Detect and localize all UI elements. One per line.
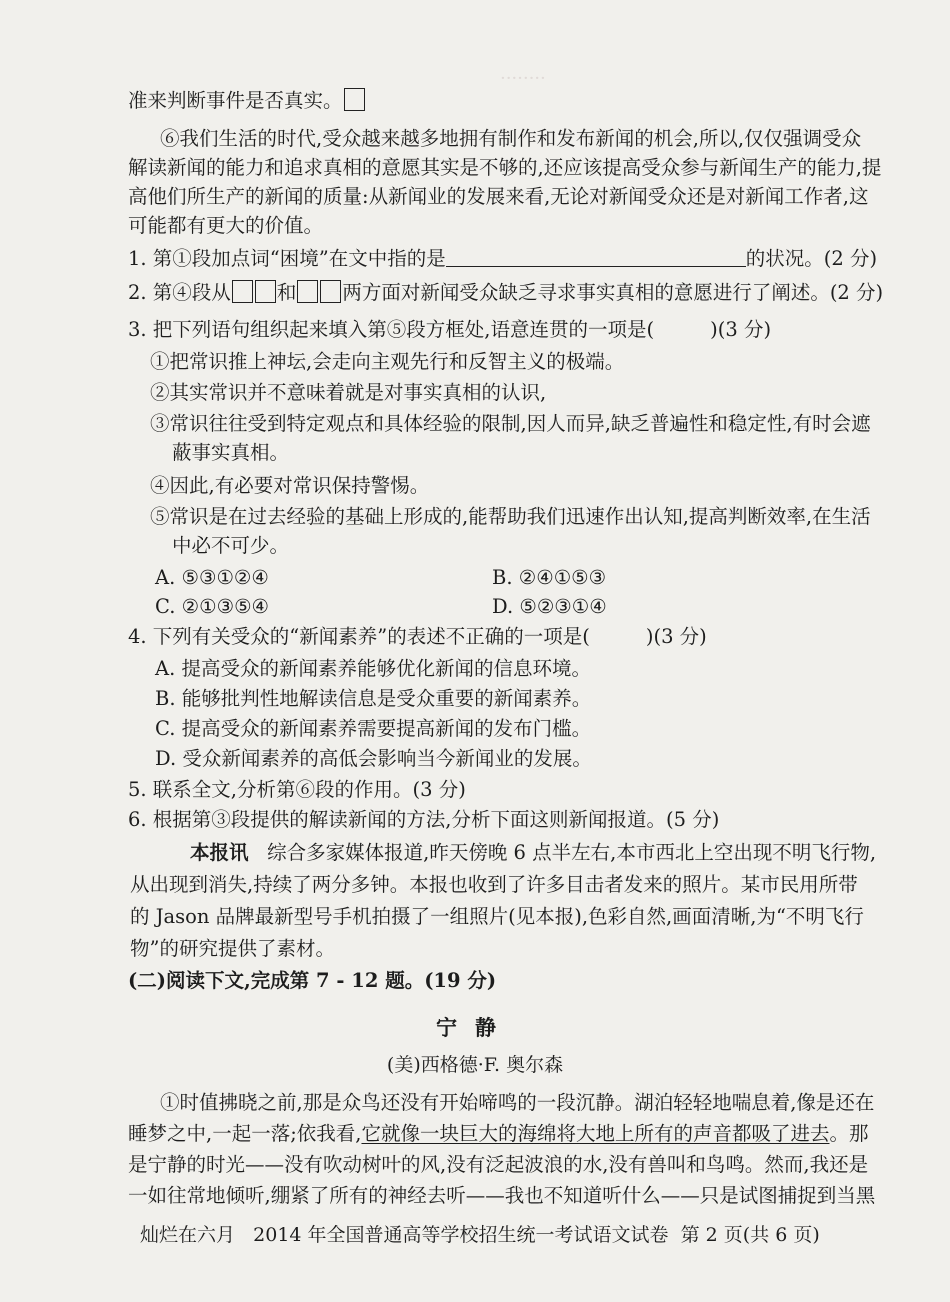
question-5: 5. 联系全文,分析第⑥段的作用。(3 分) — [128, 778, 466, 801]
page-footer — [140, 1220, 880, 1247]
essay-author: (美)西格德·F. 奥尔森 — [386, 1054, 564, 1076]
essay-line: ①时值拂晓之前,那是众鸟还没有开始啼鸣的一段沉静。湖泊轻轻地喘息着,像是还在 — [160, 1091, 875, 1114]
q2-suffix: 两方面对新闻受众缺乏寻求事实真相的意愿进行了阐述。(2 分) — [342, 281, 884, 304]
q1-suffix: 的状况。(2 分) — [745, 247, 878, 270]
q3-option-a[interactable]: A. ⑤③①②④ — [155, 566, 269, 589]
essay-text: 睡梦之中,一起一落;依我看, — [128, 1122, 362, 1145]
paragraph-6-line: 解读新闻的能力和追求真相的意愿其实是不够的,还应该提高受众参与新闻生产的能力,提 — [128, 156, 882, 179]
q4-option-c[interactable]: C. 提高受众的新闻素养需要提高新闻的发布门槛。 — [155, 717, 592, 740]
q3-stem-text: 3. 把下列语句组织起来填入第⑤段方框处,语意连贯的一项是( — [128, 318, 655, 341]
question-1 — [128, 246, 878, 272]
q2-answer-box[interactable] — [320, 280, 341, 303]
q1-answer-blank[interactable] — [446, 246, 746, 267]
q2-answer-box[interactable] — [232, 280, 253, 303]
footer-exam-title: 2014 年全国普通高等学校招生统一考试语文试卷 — [253, 1224, 669, 1246]
underlined-sentence: 它就像一块巨大的海绵将大地上所有的声音都吸了进去 — [361, 1122, 830, 1145]
q2-answer-box[interactable] — [297, 280, 318, 303]
q3-sentence-4: ④因此,有必要对常识保持警惕。 — [150, 474, 430, 497]
question-4-stem — [128, 624, 878, 650]
q3-sentence-5-cont: 中必不可少。 — [172, 534, 290, 557]
q3-option-c[interactable]: C. ②①③⑤④ — [155, 595, 270, 618]
footer-brand: 灿烂在六月 — [140, 1224, 236, 1246]
footer-page-number: 第 2 页(共 6 页) — [680, 1224, 820, 1246]
q3-option-d[interactable]: D. ⑤②③①④ — [492, 595, 607, 618]
q4-option-a[interactable]: A. 提高受众的新闻素养能够优化新闻的信息环境。 — [155, 657, 591, 680]
section-2-heading: (二)阅读下文,完成第 7 - 12 题。(19 分) — [128, 969, 497, 992]
question-3-stem — [128, 317, 878, 343]
q2-and: 和 — [276, 281, 297, 304]
q3-option-b[interactable]: B. ②④①⑤③ — [492, 566, 607, 589]
q1-word: 困境 — [279, 247, 319, 270]
q1-middle: ”在文中指的是 — [318, 247, 446, 270]
paragraph-5-text: 准来判断事件是否真实。 — [128, 89, 343, 112]
q3-sentence-3: ③常识往往受到特定观点和具体经验的限制,因人而异,缺乏普遍性和稳定性,有时会遮 — [150, 412, 871, 435]
paragraph-6-line: ⑥我们生活的时代,受众越来越多地拥有制作和发布新闻的机会,所以,仅仅强调受众 — [160, 127, 862, 150]
news-line: 物”的研究提供了素材。 — [130, 937, 335, 960]
news-line: 从出现到消失,持续了两分多钟。本报也收到了许多目击者发来的照片。某市民用所带 — [130, 873, 858, 896]
q1-prefix: 1. 第①段加点词“ — [128, 247, 280, 270]
q4-stem-text: 4. 下列有关受众的“新闻素养”的表述不正确的一项是( — [128, 625, 590, 648]
q4-option-b[interactable]: B. 能够批判性地解读信息是受众重要的新闻素养。 — [155, 687, 592, 710]
q4-option-d[interactable]: D. 受众新闻素养的高低会影响当今新闻业的发展。 — [155, 747, 592, 770]
q3-sentence-2: ②其实常识并不意味着就是对事实真相的认识, — [150, 381, 547, 404]
news-text: 综合多家媒体报道,昨天傍晚 6 点半左右,本市西北上空出现不明飞行物, — [267, 841, 877, 864]
essay-line: 一如往常地倾听,绷紧了所有的神经去听——我也不知道听什么——只是试图捕捉到当黑 — [128, 1184, 876, 1207]
q3-sentence-5: ⑤常识是在过去经验的基础上形成的,能帮助我们迅速作出认知,提高判断效率,在生活 — [150, 505, 871, 528]
essay-text: 。那 — [829, 1122, 869, 1145]
essay-line: 是宁静的时光——没有吹动树叶的风,没有泛起波浪的水,没有兽叫和鸟鸣。然而,我还是 — [128, 1153, 869, 1176]
q2-prefix: 2. 第④段从 — [128, 281, 231, 304]
news-line: 的 Jason 品牌最新型号手机拍摄了一组照片(见本报),色彩自然,画面清晰,为“不明飞行 — [130, 905, 864, 928]
answer-box — [344, 88, 365, 111]
news-line — [190, 840, 940, 866]
essay-title: 宁静 — [436, 1015, 514, 1040]
paragraph-6-line: 高他们所生产的新闻的质量:从新闻业的发展来看,无论对新闻受众还是对新闻工作者,这 — [128, 185, 869, 208]
paragraph-5-end — [128, 88, 878, 114]
question-2 — [128, 280, 884, 306]
q2-answer-box[interactable] — [255, 280, 276, 303]
bleed-through-decoration: ········ — [500, 68, 546, 89]
paragraph-6-line: 可能都有更大的价值。 — [128, 214, 324, 237]
q3-score: )(3 分) — [710, 318, 772, 341]
essay-line — [128, 1121, 878, 1147]
q4-score: )(3 分) — [645, 625, 707, 648]
q3-sentence-1: ①把常识推上神坛,会走向主观先行和反智主义的极端。 — [150, 350, 625, 373]
q3-sentence-3-cont: 蔽事实真相。 — [172, 441, 290, 464]
news-label: 本报讯 — [190, 841, 249, 864]
question-6: 6. 根据第③段提供的解读新闻的方法,分析下面这则新闻报道。(5 分) — [128, 808, 720, 831]
